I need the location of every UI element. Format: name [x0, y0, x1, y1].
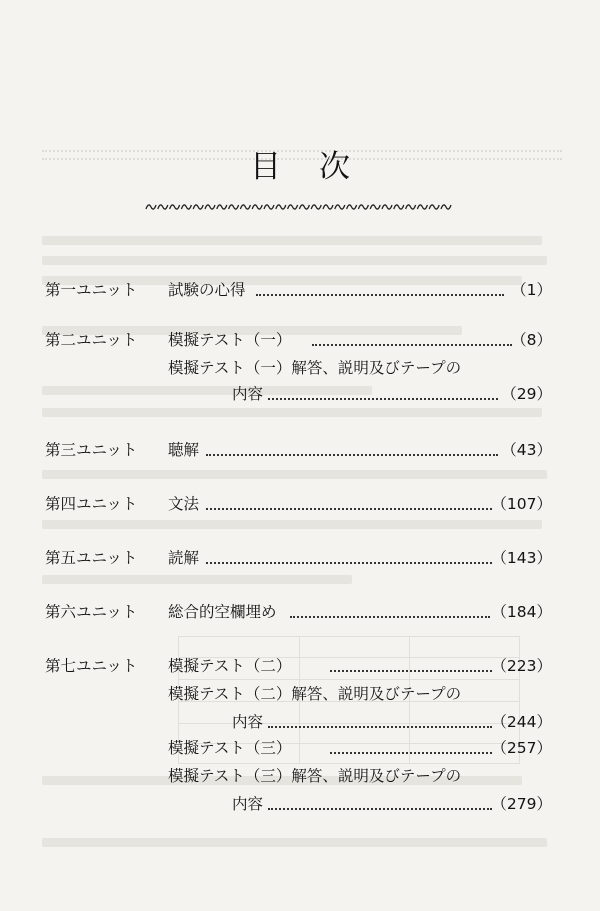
entry-title: 内容: [232, 713, 264, 731]
unit-label: 第六ユニット: [45, 603, 138, 621]
entry-title: 文法: [168, 495, 200, 513]
ornament-link: [205, 205, 215, 209]
show-through-line: [42, 408, 542, 417]
ornament-link: [158, 205, 168, 209]
unit-label: 第七ユニット: [45, 657, 138, 675]
page-title: 目次: [250, 149, 388, 185]
page-number: （107）: [491, 495, 552, 513]
entry-title: 内容: [232, 795, 264, 813]
show-through-line: [42, 236, 542, 245]
entry-title: 模擬テスト（三）解答、説明及びテープの: [168, 767, 462, 785]
ornament-link: [240, 205, 250, 209]
show-through-line: [42, 575, 352, 584]
ornament-link: [181, 205, 191, 209]
ornament-link: [264, 205, 274, 209]
ornament-link: [417, 205, 427, 209]
dot-leader: [268, 726, 492, 728]
dot-leader: [312, 344, 512, 346]
ornament-link: [229, 205, 239, 209]
ornament-link: [358, 205, 368, 209]
page-number: （8）: [511, 331, 552, 349]
dot-leader: [206, 562, 492, 564]
dot-leader: [268, 398, 498, 400]
dot-leader: [206, 508, 492, 510]
show-through-line: [42, 470, 547, 479]
page-number: （244）: [491, 713, 552, 731]
ornament-link: [323, 205, 333, 209]
ornament-link: [370, 205, 380, 209]
ornament-link: [347, 205, 357, 209]
ornament-link: [299, 205, 309, 209]
page-number: （29）: [501, 385, 552, 403]
entry-title: 模擬テスト（二）: [168, 657, 292, 675]
page-number: （184）: [491, 603, 552, 621]
ornament-link: [394, 205, 404, 209]
entry-title: 模擬テスト（一）: [168, 331, 292, 349]
page-number: （223）: [491, 657, 552, 675]
ornament-link: [382, 205, 392, 209]
entry-title: 模擬テスト（二）解答、説明及びテープの: [168, 685, 462, 703]
ornament-link: [441, 205, 451, 209]
entry-title: 試験の心得: [168, 281, 246, 299]
ornament-divider: [145, 200, 455, 214]
ornament-link: [311, 205, 321, 209]
entry-title: 総合的空欄埋め: [168, 603, 277, 621]
unit-label: 第一ユニット: [45, 281, 138, 299]
show-through-line: [42, 520, 542, 529]
dot-leader: [256, 294, 504, 296]
page-number: （257）: [491, 739, 552, 757]
entry-title: 模擬テスト（三）: [168, 739, 292, 757]
ornament-link: [335, 205, 345, 209]
show-through-line: [42, 386, 372, 395]
ornament-link: [193, 205, 203, 209]
dot-leader: [330, 752, 492, 754]
ornament-link: [146, 205, 156, 209]
entry-title: 聴解: [168, 441, 200, 459]
ornament-link: [217, 205, 227, 209]
page-number: （1）: [511, 281, 552, 299]
unit-label: 第五ユニット: [45, 549, 138, 567]
dot-leader: [290, 616, 490, 618]
ornament-link: [170, 205, 180, 209]
ornament-link: [276, 205, 286, 209]
dot-leader: [268, 808, 492, 810]
dot-leader: [330, 670, 492, 672]
show-through-line: [42, 256, 547, 265]
unit-label: 第三ユニット: [45, 441, 138, 459]
entry-title: 模擬テスト（一）解答、説明及びテープの: [168, 359, 462, 377]
entry-title: 内容: [232, 385, 264, 403]
page-number: （43）: [501, 441, 552, 459]
entry-title: 読解: [168, 549, 200, 567]
ornament-link: [288, 205, 298, 209]
page-number: （279）: [491, 795, 552, 813]
ornament-link: [429, 205, 439, 209]
page-number: （143）: [491, 549, 552, 567]
show-through-line: [42, 838, 547, 847]
unit-label: 第四ユニット: [45, 495, 138, 513]
ornament-link: [252, 205, 262, 209]
unit-label: 第二ユニット: [45, 331, 138, 349]
ornament-link: [406, 205, 416, 209]
dot-leader: [206, 454, 498, 456]
